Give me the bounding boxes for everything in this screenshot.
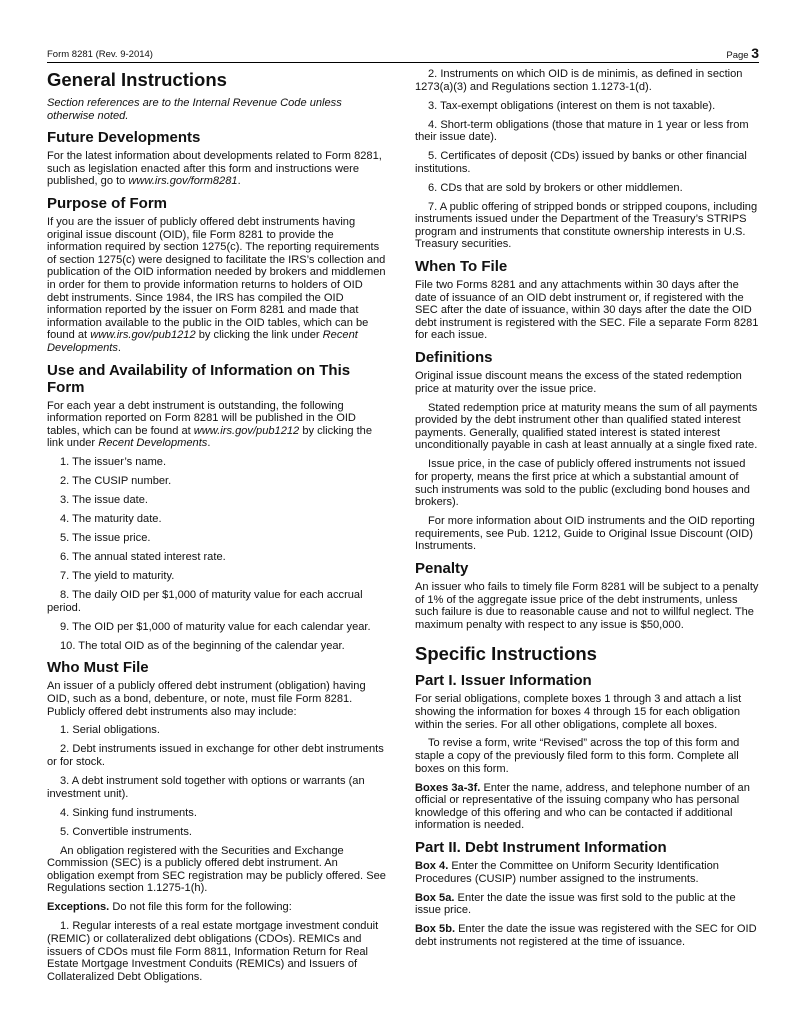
list-item: 2. The CUSIP number.	[60, 475, 172, 488]
use-availability-text	[47, 400, 386, 450]
future-end: .	[237, 175, 241, 188]
future-url-link[interactable]: www.irs.gov/form8281	[128, 175, 238, 188]
list-item: 3. A debt instrument sold together with options or warrants (an investment unit).	[47, 775, 365, 800]
list-item: 1. Regular interests of a real estate mortgage investment conduit (REMIC) or collateralized debt obligations (CDOs). REMICs and issuers of CDOs must file Form 8811, Information Return for Real Estate Mortgage Investment Conduits (REMICs) and Issuers of Collateralized Debt Obligations.	[47, 920, 379, 983]
list-item: 5. The issue price.	[60, 532, 151, 545]
part1-text: For serial obligations, complete boxes 1 through 3 and attach a list showing the information for boxes 4 through 15 for each obligation within the series. For all other obligations, complete all boxes.	[415, 693, 742, 731]
purpose-title: Purpose of Form	[47, 194, 168, 212]
box4-text	[415, 860, 759, 885]
list-item: 6. CDs that are sold by brokers or other middlemen.	[428, 181, 683, 194]
box5a-text	[415, 892, 759, 917]
use-availability-title: Use and Availability of Information on This Form	[47, 361, 351, 396]
boxes-3a-3f-body: Enter the name, address, and telephone number of an official or representative of the issuing company who has personal knowledge of this offering and who can be contacted if additional information is needed.	[415, 781, 750, 832]
list-item: 7. The yield to maturity.	[60, 570, 175, 583]
boxes-3a-3f-lead: Boxes 3a-3f.	[415, 781, 481, 794]
part2-title: Part II. Debt Instrument Information	[415, 839, 667, 857]
page-header	[47, 44, 759, 63]
part1-revise-text: To revise a form, write “Revised” across the top of this form and staple a copy of the previously filed form to this form. Complete all boxes on this form.	[415, 737, 740, 775]
purpose-url-link[interactable]: www.irs.gov/pub1212	[90, 329, 196, 342]
use-body: For each year a debt instrument is outstanding, the following information reported on Form 8281 will be published in the OID tables, which can be found at	[47, 399, 356, 437]
when-to-file-title: When To File	[415, 258, 508, 276]
list-item: 2. Instruments on which OID is de minimis, as defined in section 1273(a)(3) and Regulations section 1.1273-1(d).	[415, 68, 743, 93]
list-item: 9. The OID per $1,000 of maturity value for each calendar year.	[60, 620, 371, 633]
definition-item: For more information about OID instruments and the OID reporting requirements, see Pub. 1212, Guide to Original Issue Discount (OID) Instruments.	[415, 515, 755, 553]
future-developments-title: Future Developments	[47, 129, 201, 147]
purpose-body: If you are the issuer of publicly offered debt instruments having original issue discount (OID), file Form 8281 to provide the information required by section 1275(c). The reporting requirements of section 1275(c) were designed to facilitate the IRS’s collection and publication of the OID information needed by brokers and middlemen in order for them to provide information returns to holders of OID debt instruments. Since 1984, the IRS has compiled the OID information reported by the issuer on Form 8281 and made that information available to the public in the OID tables, which can be found at	[47, 215, 386, 342]
definitions-title: Definitions	[415, 349, 493, 367]
right-column	[415, 68, 759, 955]
future-text: For the latest information about developments related to Form 8281, such as legislation enacted after this form and instructions were published, go to	[47, 150, 382, 188]
box5b-body: Enter the date the issue was registered with the SEC for OID debt instruments not registered at the time of issuance.	[415, 923, 757, 948]
page-number-value: 3	[751, 45, 759, 61]
list-item: 4. Sinking fund instruments.	[60, 806, 197, 819]
general-note: Section references are to the Internal Revenue Code unless otherwise noted.	[47, 97, 342, 122]
who-must-file-title: Who Must File	[47, 659, 149, 677]
box4-lead: Box 4.	[415, 860, 449, 873]
use-mid: by clicking the link under	[47, 424, 372, 450]
use-url-link[interactable]: www.irs.gov/pub1212	[193, 424, 300, 437]
part1-title: Part I. Issuer Information	[415, 672, 592, 690]
purpose-mid: by clicking the link under	[195, 329, 323, 342]
boxes-3a-3f-text	[415, 782, 759, 832]
list-item: 10. The total OID as of the beginning of the calendar year.	[60, 639, 345, 652]
penalty-title: Penalty	[415, 559, 469, 577]
left-column	[47, 68, 386, 990]
list-item: 1. The issuer’s name.	[60, 456, 167, 469]
list-item: 2. Debt instruments issued in exchange for other debt instruments or for stock.	[47, 743, 384, 769]
list-item: 1. Serial obligations.	[60, 724, 160, 737]
box5b-lead: Box 5b.	[415, 923, 456, 936]
use-end: .	[207, 437, 211, 450]
box5b-text	[415, 923, 759, 948]
penalty-text: An issuer who fails to timely file Form 8281 will be subject to a penalty of 1% of the aggregate issue price of the debt instruments, unless such failure is due to reasonable cause and not to willful neglect. The maximum penalty with respect to any issue is $50,000.	[415, 580, 759, 631]
list-item: 7. A public offering of stripped bonds or stripped coupons, including instruments issued under the Department of the Treasury’s STRIPS program and instruments that constitute ownership interests in U.S. Treasury securities.	[415, 200, 758, 251]
purpose-end: .	[117, 341, 122, 354]
list-item: 5. Convertible instruments.	[60, 825, 192, 838]
specific-instructions-title: Specific Instructions	[415, 643, 597, 665]
when-to-file-text: File two Forms 8281 and any attachments within 30 days after the date of issuance of an OID debt instrument or, if registered with the SEC after the date of issuance, within 30 days after the date the OID debt instrument is registered with the SEC. File a separate Form 8281 for each issue.	[415, 279, 759, 342]
form-id: Form 8281 (Rev. 9-2014)	[47, 49, 153, 60]
list-item: 8. The daily OID per $1,000 of maturity value for each accrual period.	[47, 589, 363, 614]
page-label: Page	[726, 50, 749, 61]
exceptions-body: Do not file this form for the following:	[109, 901, 292, 914]
box4-body: Enter the Committee on Uniform Security Identification Procedures (CUSIP) number assigned to the instruments.	[415, 860, 719, 885]
exceptions-text	[47, 901, 386, 914]
box5a-body: Enter the date the issue was first sold to the public at the issue price.	[415, 891, 736, 917]
list-item: 4. The maturity date.	[60, 513, 162, 526]
list-item: 3. The issue date.	[60, 494, 148, 507]
list-item: 4. Short-term obligations (those that mature in 1 year or less from their issue date).	[415, 118, 749, 144]
page-number	[726, 45, 759, 61]
exceptions-lead: Exceptions.	[47, 901, 110, 914]
list-item: 3. Tax-exempt obligations (interest on them is not taxable).	[428, 99, 716, 112]
definition-item: Issue price, in the case of publicly offered instruments not issued for property, means the first price at which a substantial amount of such instruments was sold to the public (excluding bond houses and brokers).	[415, 458, 750, 509]
who-must-file-text: An issuer of a publicly offered debt instrument (obligation) having OID, such as a bond, debenture, or note, must file Form 8281. Publicly offered debt instruments also may include:	[47, 680, 366, 718]
use-recent-link[interactable]: Recent Developments	[98, 437, 208, 450]
general-instructions-title: General Instructions	[47, 69, 227, 90]
definition-item: Original issue discount means the excess of the stated redemption price at maturity over the issue price.	[415, 370, 742, 395]
list-item: 5. Certificates of deposit (CDs) issued by banks or other financial institutions.	[415, 150, 747, 175]
sec-registration-text: An obligation registered with the Securities and Exchange Commission (SEC) is a publicly offered debt instrument. An obligation exempt from SEC registration may be publicly offered. See Regulations section 1.1275-1(h).	[47, 844, 386, 895]
form-page	[47, 44, 759, 983]
future-developments-text	[47, 150, 386, 188]
purpose-recent-link[interactable]: Recent Developments	[47, 329, 358, 354]
definition-item: Stated redemption price at maturity means the sum of all payments provided by the debt instrument other than qualified stated interest payments. Generally, qualified stated interest is stated interest unconditionally payable in cash at least annually at a single fixed rate.	[415, 401, 758, 452]
purpose-text	[47, 216, 386, 355]
list-item: 6. The annual stated interest rate.	[60, 551, 226, 564]
box5a-lead: Box 5a.	[415, 891, 455, 904]
